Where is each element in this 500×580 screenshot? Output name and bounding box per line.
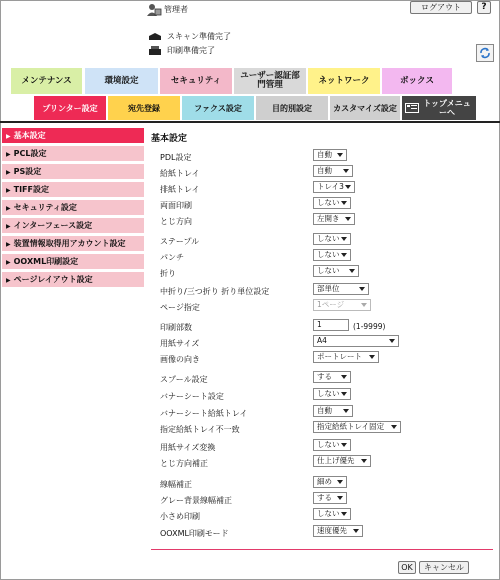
sidebar-item-pcl[interactable] <box>2 146 144 162</box>
chevron-down-icon <box>337 496 343 500</box>
footer-divider <box>151 549 493 550</box>
select-value: 左開き <box>317 214 340 223</box>
chevron-down-icon <box>349 269 355 273</box>
sidebar-item-page-layout[interactable] <box>2 272 144 288</box>
chevron-down-icon <box>341 392 347 396</box>
row-label: 印刷部数 <box>160 323 192 332</box>
triangle-right-icon: ▶ <box>6 169 11 176</box>
banner-sheet-select[interactable] <box>313 388 351 400</box>
chevron-down-icon <box>337 153 343 157</box>
select-value: A4 <box>317 336 327 345</box>
select-value: しない <box>317 234 340 243</box>
help-button[interactable]: ? <box>477 1 491 14</box>
subtab-purpose-settings[interactable] <box>256 96 328 120</box>
select-value: 1ページ <box>317 300 345 309</box>
row-label: ステープル <box>160 237 200 246</box>
select-value: 部単位 <box>317 284 340 293</box>
chevron-down-icon <box>369 355 375 359</box>
subtab-label: 目的別設定 <box>272 103 312 113</box>
tab-maintenance[interactable] <box>11 68 82 94</box>
chevron-down-icon <box>391 425 397 429</box>
select-value: 速度優先 <box>317 526 347 535</box>
staple-select[interactable] <box>313 233 351 245</box>
select-value: トレイ3 <box>317 182 344 191</box>
top-menu-icon <box>405 103 419 113</box>
scanner-icon <box>148 32 162 42</box>
tab-label: セキュリティ <box>170 75 222 86</box>
paper-tray-select[interactable] <box>313 165 353 177</box>
row-label: 線幅補正 <box>160 480 192 489</box>
select-value: しない <box>317 509 340 518</box>
chevron-down-icon <box>337 480 343 484</box>
row-label: とじ方向 <box>160 217 192 226</box>
paper-size-select[interactable] <box>313 335 399 347</box>
tab-environment[interactable] <box>85 68 158 94</box>
select-value: しない <box>317 389 340 398</box>
row-label: 給紙トレイ <box>160 169 200 178</box>
line-width-select[interactable] <box>313 476 347 488</box>
chevron-down-icon <box>361 459 367 463</box>
chevron-down-icon <box>353 529 359 533</box>
triangle-right-icon: ▶ <box>6 151 11 158</box>
triangle-right-icon: ▶ <box>6 205 11 212</box>
user-name: 管理者 <box>164 5 188 14</box>
scan-status <box>148 31 231 42</box>
output-tray-select[interactable] <box>313 181 355 193</box>
tab-label: ユーザー認証部門管理 <box>240 71 300 90</box>
scan-status-text: スキャン準備完了 <box>167 32 231 41</box>
row-label: ページ指定 <box>160 303 200 312</box>
tab-security[interactable] <box>160 68 232 94</box>
chevron-down-icon <box>341 237 347 241</box>
select-value: しない <box>317 266 340 275</box>
chevron-down-icon <box>389 339 395 343</box>
pdl-select[interactable] <box>313 149 347 161</box>
row-label: とじ方向補正 <box>160 459 208 468</box>
subtab-customize-settings[interactable] <box>330 96 400 120</box>
tray-mismatch-select[interactable] <box>313 421 401 433</box>
copies-range-hint: (1-9999) <box>353 322 386 331</box>
subtab-label: プリンター設定 <box>42 103 98 113</box>
page-select[interactable] <box>313 299 371 311</box>
sidebar-item-label: 装置情報取得用アカウント設定 <box>13 239 126 248</box>
subtab-label: カスタマイズ設定 <box>333 103 397 113</box>
ooxml-mode-select[interactable] <box>313 525 363 537</box>
select-value: 自動 <box>317 406 332 415</box>
row-label: 折り <box>160 269 176 278</box>
chevron-down-icon <box>341 253 347 257</box>
sidebar-item-basic[interactable] <box>2 128 144 144</box>
triangle-right-icon: ▶ <box>6 223 11 230</box>
subtab-top-menu[interactable] <box>402 96 476 120</box>
subtab-label: トップメニューへ <box>423 99 471 117</box>
binding-correction-select[interactable] <box>313 455 371 467</box>
row-label: 指定給紙トレイ不一致 <box>160 425 240 434</box>
select-value: しない <box>317 198 340 207</box>
row-label: 排紙トレイ <box>160 185 200 194</box>
row-label: グレー背景線幅補正 <box>160 496 232 505</box>
subtab-label: ファクス設定 <box>194 103 242 113</box>
select-value: する <box>317 493 332 502</box>
sidebar-item-security[interactable] <box>2 200 144 216</box>
chevron-down-icon <box>345 185 351 189</box>
sidebar-item-device-account[interactable] <box>2 236 144 252</box>
sidebar-item-label: セキュリティ設定 <box>13 203 77 212</box>
cancel-button[interactable]: キャンセル <box>419 561 469 574</box>
sidebar-item-interface[interactable] <box>2 218 144 234</box>
row-label: 用紙サイズ変換 <box>160 443 216 452</box>
logout-button[interactable]: ログアウト <box>410 1 472 14</box>
sidebar-item-label: PCL設定 <box>13 149 47 158</box>
tab-label: ネットワーク <box>318 75 370 86</box>
print-status-text: 印刷準備完了 <box>167 46 215 55</box>
select-value: 細め <box>317 477 332 486</box>
chevron-down-icon <box>341 443 347 447</box>
triangle-right-icon: ▶ <box>6 259 11 266</box>
banner-tray-select[interactable] <box>313 405 353 417</box>
punch-select[interactable] <box>313 249 351 261</box>
chevron-down-icon <box>341 201 347 205</box>
sidebar-item-ooxml[interactable] <box>2 254 144 270</box>
row-label: PDL設定 <box>160 153 192 162</box>
chevron-down-icon <box>361 303 367 307</box>
select-value: しない <box>317 440 340 449</box>
header-divider <box>0 121 500 123</box>
row-label: バナーシート給紙トレイ <box>160 409 248 418</box>
refresh-icon[interactable] <box>476 44 494 62</box>
fold-select[interactable] <box>313 265 359 277</box>
chevron-down-icon <box>359 287 365 291</box>
subtab-printer-settings[interactable] <box>34 96 106 120</box>
row-label: 両面印刷 <box>160 201 192 210</box>
chevron-down-icon <box>343 409 349 413</box>
paper-size-conversion-select[interactable] <box>313 439 351 451</box>
row-label: バナーシート設定 <box>160 392 224 401</box>
tab-box[interactable] <box>382 68 452 94</box>
chevron-down-icon <box>341 375 347 379</box>
duplex-select[interactable] <box>313 197 351 209</box>
select-value: する <box>317 372 332 381</box>
reduced-print-select[interactable] <box>313 508 351 520</box>
sidebar-item-label: PS設定 <box>13 167 42 176</box>
gray-background-select[interactable] <box>313 492 347 504</box>
chevron-down-icon <box>343 169 349 173</box>
fold-unit-select[interactable] <box>313 283 369 295</box>
sidebar-item-tiff[interactable] <box>2 182 144 198</box>
select-value: しない <box>317 250 340 259</box>
row-label: 用紙サイズ <box>160 339 200 348</box>
orientation-select[interactable] <box>313 351 379 363</box>
admin-user-icon <box>146 3 162 17</box>
chevron-down-icon <box>345 217 351 221</box>
copies-input[interactable]: 1 <box>313 319 349 331</box>
tab-label: 環境設定 <box>104 75 139 86</box>
tab-label: ボックス <box>400 75 434 86</box>
section-title: 基本設定 <box>151 134 188 144</box>
select-value: 指定給紙トレイ固定 <box>317 422 385 431</box>
triangle-right-icon: ▶ <box>6 241 11 248</box>
tab-user-auth[interactable] <box>234 68 306 94</box>
sidebar-item-label: OOXML印刷設定 <box>13 257 79 266</box>
row-label: 中折り/三つ折り 折り単位設定 <box>160 287 270 296</box>
triangle-right-icon: ▶ <box>6 187 11 194</box>
row-label: OOXML印刷モード <box>160 529 229 538</box>
select-value: 仕上げ優先 <box>317 456 355 465</box>
sidebar-item-label: インターフェース設定 <box>13 221 93 230</box>
tab-network[interactable] <box>308 68 380 94</box>
sidebar-item-label: TIFF設定 <box>13 185 49 194</box>
select-value: 自動 <box>317 166 332 175</box>
triangle-right-icon: ▶ <box>6 277 11 284</box>
row-label: 小さめ印刷 <box>160 512 200 521</box>
printer-icon <box>148 46 162 56</box>
select-value: 自動 <box>317 150 332 159</box>
row-label: スプール設定 <box>160 375 208 384</box>
sidebar-item-ps[interactable] <box>2 164 144 180</box>
triangle-right-icon: ▶ <box>6 133 11 140</box>
binding-direction-select[interactable] <box>313 213 355 225</box>
sidebar-item-label: ページレイアウト設定 <box>13 275 93 284</box>
row-label: パンチ <box>160 253 184 262</box>
chevron-down-icon <box>341 512 347 516</box>
spool-select[interactable] <box>313 371 351 383</box>
select-value: ポートレート <box>317 352 362 361</box>
ok-button[interactable]: OK <box>398 561 416 574</box>
subtab-label: 宛先登録 <box>128 103 160 113</box>
row-label: 画像の向き <box>160 355 200 364</box>
tab-label: メンテナンス <box>21 75 72 86</box>
sidebar-item-label: 基本設定 <box>13 131 46 140</box>
print-status <box>148 45 215 56</box>
subtab-address-registration[interactable] <box>108 96 180 120</box>
subtab-fax-settings[interactable] <box>182 96 254 120</box>
